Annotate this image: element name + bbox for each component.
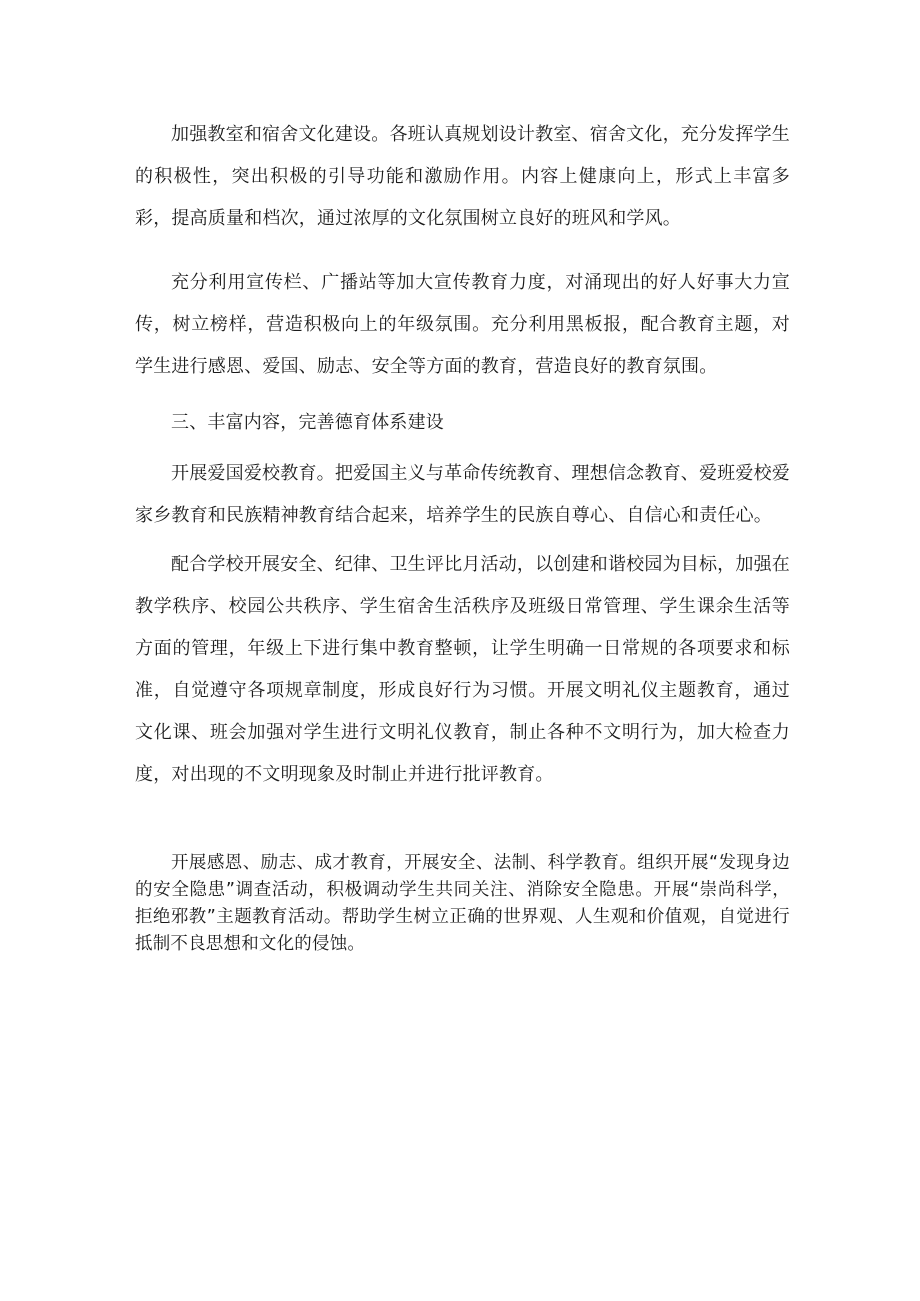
paragraph-publicity: 充分利用宣传栏、广播站等加大宣传教育力度，对涌现出的好人好事大力宣传，树立榜样，营造积极向上的年级氛围。充分利用黑板报，配合教育主题，对学生进行感恩、爱国、励志、安全等方面的教育，营造良好的教育氛围。: [135, 272, 790, 377]
paragraph-discipline-activities: 配合学校开展安全、纪律、卫生评比月活动，以创建和谐校园为目标，加强在教学秩序、校园公共秩序、学生宿舍生活秩序及班级日常管理、学生课余生活等方面的管理，年级上下进行集中教育整顿，让学生明确一日常规的各项要求和标准，自觉遵守各项规章制度，形成良好行为习惯。开展文明礼仪主题教育，通过文化课、班会加强对学生进行文明礼仪教育，制止各种不文明行为，加大检查力度，对出现的不文明现象及时制止并进行批评教育。: [135, 554, 790, 785]
paragraph-classroom-dorm-culture: 加强教室和宿舍文化建设。各班认真规划设计教室、宿舍文化，充分发挥学生的积极性，突出积极的引导功能和激励作用。内容上健康向上，形式上丰富多彩，提高质量和档次，通过浓厚的文化氛围树立良好的班风和学风。: [135, 124, 790, 229]
paragraph-safety-science-education: 开展感恩、励志、成才教育，开展安全、法制、科学教育。组织开展“发现身边的安全隐患”调查活动，积极调动学生共同关注、消除安全隐患。开展“崇尚科学，拒绝邪教”主题教育活动。帮助学生树立正确的世界观、人生观和价值观，自觉进行抵制不良思想和文化的侵蚀。: [135, 853, 790, 954]
section-heading: 三、丰富内容，完善德育体系建设: [171, 412, 444, 433]
paragraph-patriotic-education: 开展爱国爱校教育。把爱国主义与革命传统教育、理想信念教育、爱班爱校爱家乡教育和民族精神教育结合起来，培养学生的民族自尊心、自信心和责任心。: [135, 463, 790, 526]
